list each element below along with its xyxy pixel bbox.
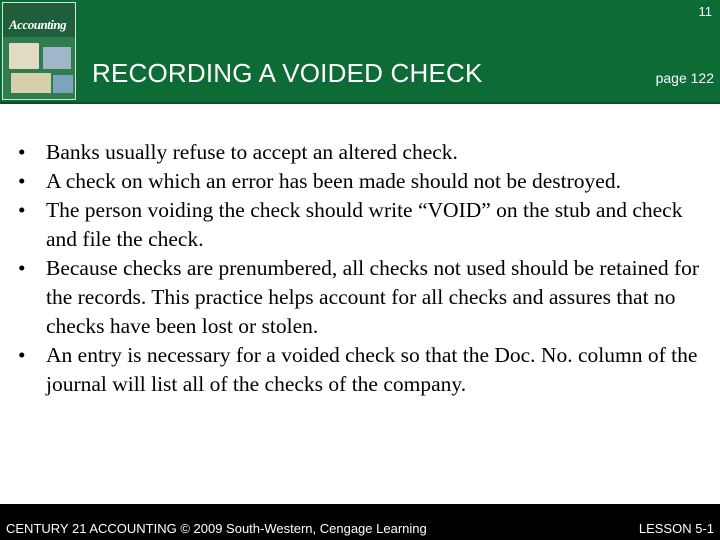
header-bar xyxy=(0,0,720,104)
header-divider xyxy=(0,102,720,104)
footer-copyright: CENTURY 21 ACCOUNTING © 2009 South-Western, Cengage Learning xyxy=(6,521,427,536)
bullet-item: • Banks usually refuse to accept an altered check. xyxy=(18,138,708,167)
bullet-item: • The person voiding the check should write “VOID” on the stub and check and file the check. xyxy=(18,196,708,254)
bullet-item: • Because checks are prenumbered, all checks not used should be retained for the records. This practice helps account for all checks and assures that no checks have been lost or stolen. xyxy=(18,254,708,341)
cover-tile xyxy=(53,75,73,93)
footer-lesson: LESSON 5-1 xyxy=(638,521,714,536)
slide-title: RECORDING A VOIDED CHECK xyxy=(92,58,483,88)
cover-tile xyxy=(9,43,39,69)
book-cover-image xyxy=(2,2,76,100)
page-reference: page 122 xyxy=(655,70,714,86)
slide-number: 11 xyxy=(698,4,712,19)
bullet-item: • A check on which an error has been made should not be destroyed. xyxy=(18,167,708,196)
bullet-list xyxy=(18,138,708,399)
bullet-item: • An entry is necessary for a voided check so that the Doc. No. column of the journal will list all of the checks of the company. xyxy=(18,341,708,399)
footer-bar xyxy=(0,504,720,540)
cover-tile xyxy=(43,47,71,69)
cover-title: Accounting xyxy=(9,17,67,32)
cover-tile xyxy=(11,73,51,93)
